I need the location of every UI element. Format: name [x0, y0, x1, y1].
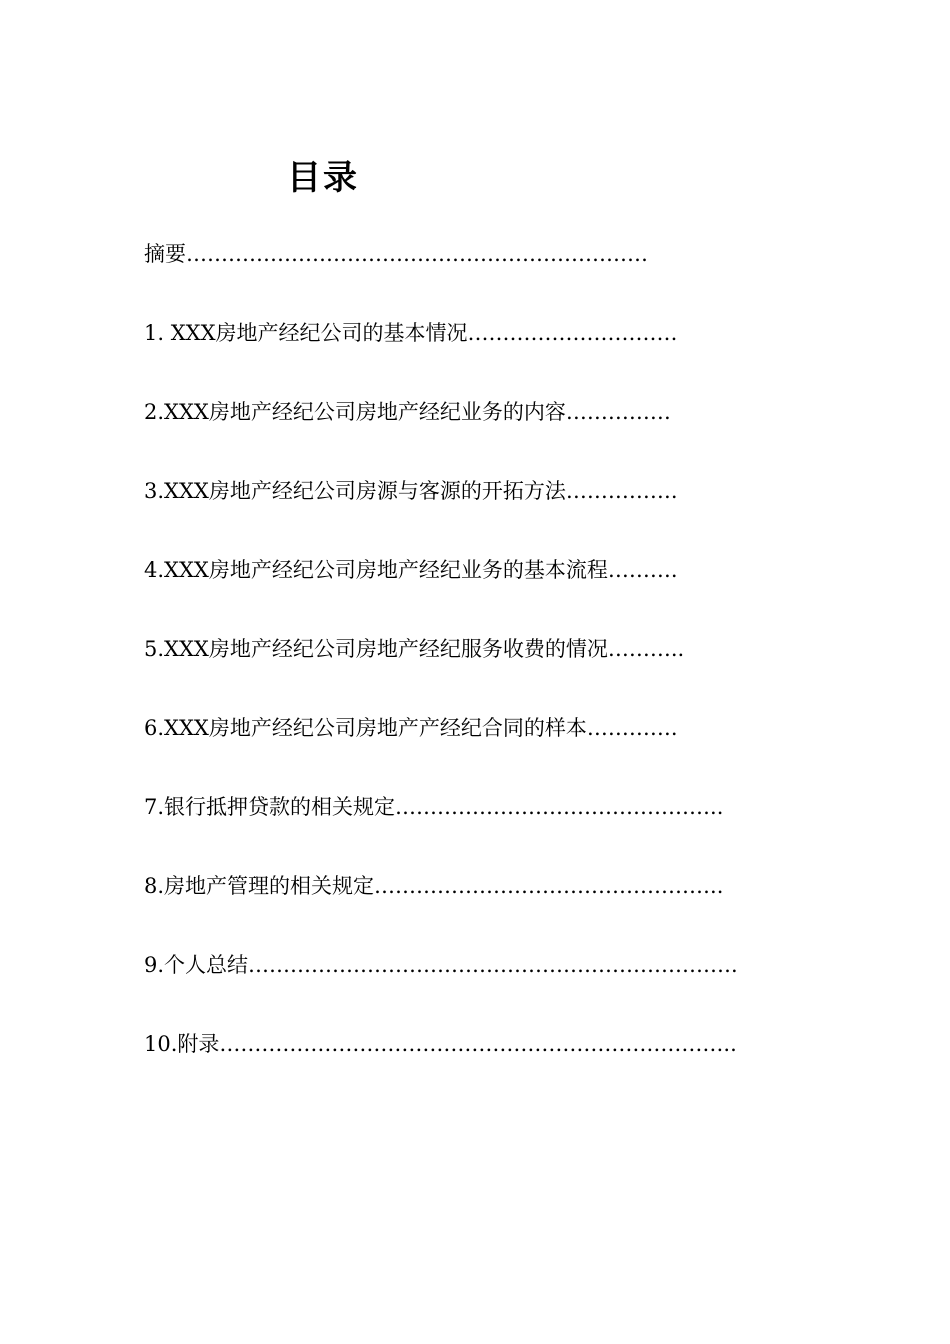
table-of-contents — [144, 236, 824, 1105]
toc-entry-8: 8.房地产管理的相关规定………………………………………….. — [144, 874, 724, 898]
toc-entry-5: 5.XXX房地产经纪公司房地产经纪服务收费的情况……….. — [144, 637, 685, 661]
toc-entry-10: 10.附录……………………………………………………………….. — [144, 1032, 737, 1056]
page-title: 目录 — [287, 158, 359, 198]
toc-entry-7: 7.银行抵押贷款的相关规定……………………………………….. — [144, 795, 724, 819]
toc-entry-1: 1. XXX房地产经纪公司的基本情况………………………… — [144, 321, 678, 345]
toc-entry-2: 2.XXX房地产经纪公司房地产经纪业务的内容…………… — [144, 400, 671, 424]
toc-entry-9: 9.个人总结……………………………………………………………. — [144, 953, 738, 977]
toc-entry-6: 6.XXX房地产经纪公司房地产产经纪合同的样本…………. — [144, 716, 678, 740]
toc-entry-3: 3.XXX房地产经纪公司房源与客源的开拓方法……………. — [144, 479, 678, 503]
toc-entry-abstract: 摘要………………………………………………………… — [144, 242, 648, 266]
toc-entry-4: 4.XXX房地产经纪公司房地产经纪业务的基本流程………. — [144, 558, 678, 582]
